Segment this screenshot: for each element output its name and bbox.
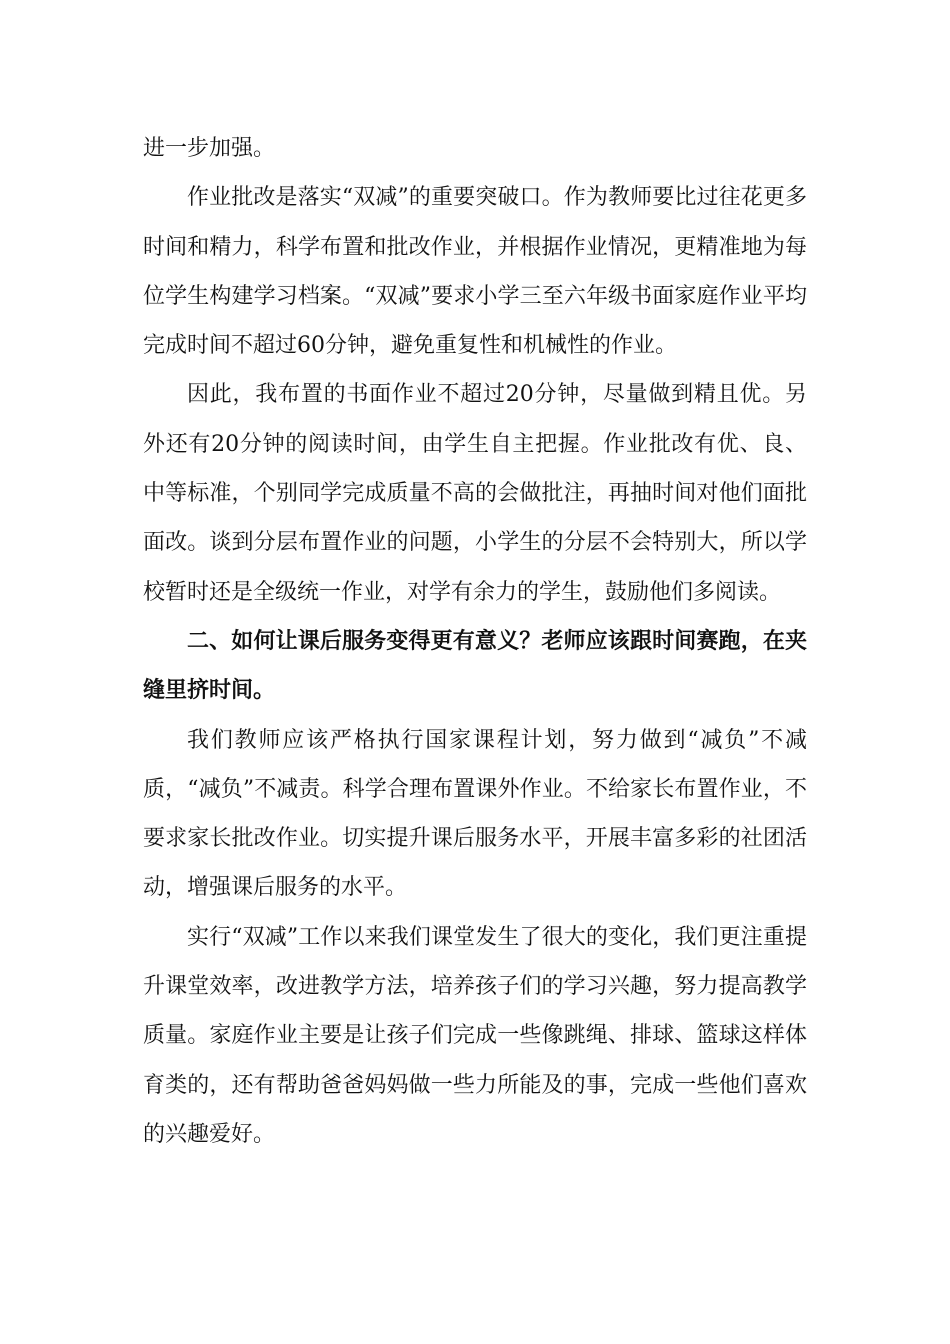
paragraph-curriculum-plan: 我们教师应该严格执行国家课程计划，努力做到“减负”不减质，“减负”不减责。科学合理布置课外作业。不给家长布置作业，不要求家长批改作业。切实提升课后服务水平，开展丰富多彩的社团活动，增强课后服务的水平。 [143,727,807,901]
paragraph-classroom-changes: 实行“双减”工作以来我们课堂发生了很大的变化，我们更注重提升课堂效率，改进教学方法，培养孩子们的学习兴趣，努力提高教学质量。家庭作业主要是让孩子们完成一些像跳绳、排球、篮球这样体育类的，还有帮助爸爸妈妈做一些力所能及的事，完成一些他们喜欢的兴趣爱好。 [143,924,807,1147]
section-heading-after-school-service: 二、如何让课后服务变得更有意义？老师应该跟时间赛跑，在夹缝里挤时间。 [143,627,807,704]
paragraph-written-homework: 因此，我布置的书面作业不超过20分钟，尽量做到精且优。另外还有20分钟的阅读时间，由学生自主把握。作业批改有优、良、中等标准，个别同学完成质量不高的会做批注，再抽时间对他们面批面改。谈到分层布置作业的问题，小学生的分层不会特别大，所以学校暂时还是全级统一作业，对学有余力的学生，鼓励他们多阅读。 [143,382,807,605]
document-body [143,124,807,1159]
paragraph-homework-grading: 作业批改是落实“双减”的重要突破口。作为教师要比过往花更多时间和精力，科学布置和批改作业，并根据作业情况，更精准地为每位学生构建学习档案。“双减”要求小学三至六年级书面家庭作业平均完成时间不超过60分钟，避免重复性和机械性的作业。 [143,185,807,359]
paragraph-continuation: 进一步加强。 [143,136,276,161]
